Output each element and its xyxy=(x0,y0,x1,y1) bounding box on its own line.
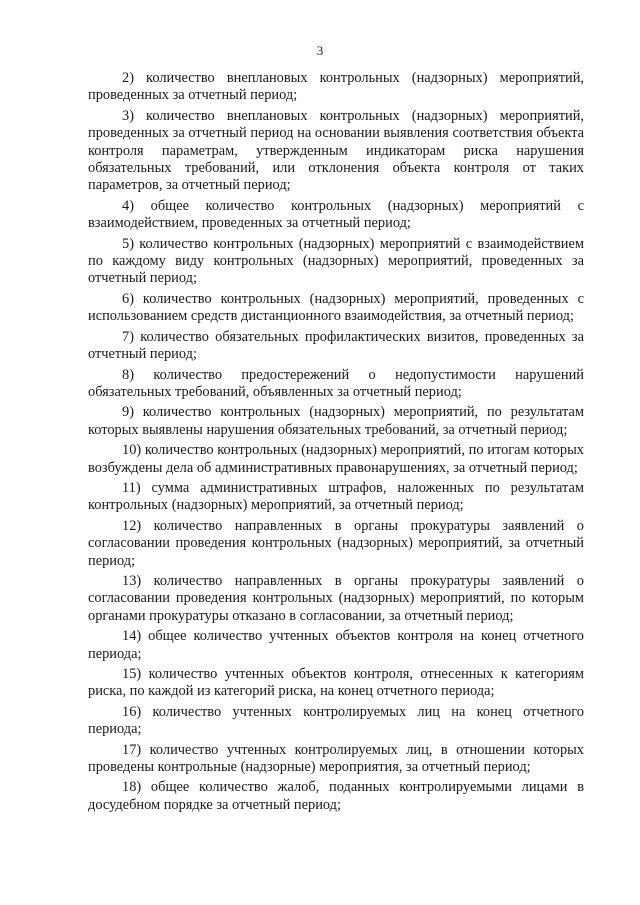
list-item: 2) количество внеплановых контрольных (надзорных) мероприятий, проведенных за отчетный период; xyxy=(88,70,584,104)
list-item: 15) количество учтенных объектов контроля, отнесенных к категориям риска, по каждой из категорий риска, на конец отчетного периода; xyxy=(88,666,584,700)
list-item: 10) количество контрольных (надзорных) мероприятий, по итогам которых возбуждены дела об административных правонарушениях, за отчетный период; xyxy=(88,442,584,476)
page-number: 3 xyxy=(316,43,324,58)
list-item: 9) количество контрольных (надзорных) мероприятий, по результатам которых выявлены нарушения обязательных требований, за отчетный период; xyxy=(88,404,584,438)
list-item: 6) количество контрольных (надзорных) мероприятий, проведенных с использованием средств дистанционного взаимодействия, за отчетный период; xyxy=(88,290,584,325)
list-item: 17) количество учтенных контролируемых лиц, в отношении которых проведены контрольные (надзорные) мероприятия, за отчетный период; xyxy=(88,741,584,776)
list-item: 7) количество обязательных профилактических визитов, проведенных за отчетный период; xyxy=(88,328,584,363)
list-item: 8) количество предостережений о недопустимости нарушений обязательных требований, объявленных за отчетный период; xyxy=(88,366,584,400)
list-item: 12) количество направленных в органы прокуратуры заявлений о согласовании проведения контрольных (надзорных) мероприятий, за отчетный период; xyxy=(88,517,584,569)
list-item: 5) количество контрольных (надзорных) мероприятий с взаимодействием по каждому виду контрольных (надзорных) мероприятий, проведенных за отчетный период; xyxy=(88,235,584,287)
list-item: 11) сумма административных штрафов, наложенных по результатам контрольных (надзорных) мероприятий, за отчетный период; xyxy=(88,479,584,514)
document-body xyxy=(88,70,584,817)
list-item: 3) количество внеплановых контрольных (надзорных) мероприятий, проведенных за отчетный период на основании выявления соответствия объекта контроля параметрам, утвержденным индикаторам риска нарушения обязательных требований, или отклонения объекта контроля от таких параметров, за отчетный период; xyxy=(88,107,584,194)
list-item: 4) общее количество контрольных (надзорных) мероприятий с взаимодействием, проведенных за отчетный период; xyxy=(88,197,584,232)
list-item: 18) общее количество жалоб, поданных контролируемыми лицами в досудебном порядке за отчетный период; xyxy=(88,779,584,813)
list-item: 14) общее количество учтенных объектов контроля на конец отчетного периода; xyxy=(88,628,584,662)
list-item: 16) количество учтенных контролируемых лиц на конец отчетного периода; xyxy=(88,703,584,738)
list-item: 13) количество направленных в органы прокуратуры заявлений о согласовании проведения контрольных (надзорных) мероприятий, по которым органами прокуратуры отказано в согласовании, за отчетный период; xyxy=(88,572,584,624)
